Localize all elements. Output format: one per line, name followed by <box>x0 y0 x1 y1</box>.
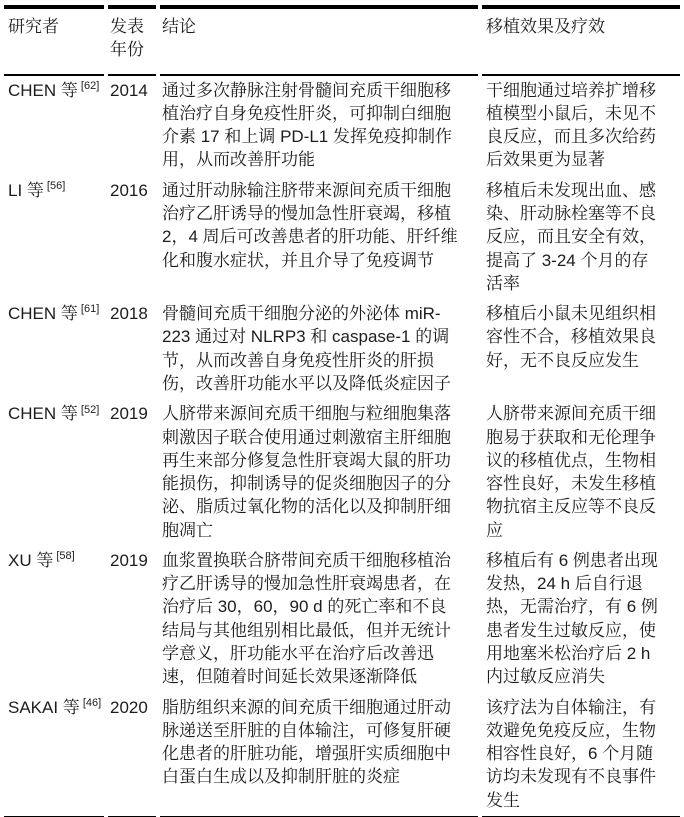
researcher-cell <box>4 176 104 299</box>
effect-cell: 移植后有 6 例患者出现发热，24 h 后自行退热，无需治疗，有 6 例患者发生过敏反应，使用地塞米松治疗后 2 h 内过敏反应消失 <box>486 550 658 687</box>
researcher-cell <box>4 693 104 817</box>
conclusion-cell: 人脐带来源间充质干细胞与粒细胞集落刺激因子联合使用通过刺激宿主肝细胞再生来部分修复急性肝衰竭大鼠的肝功能损伤，抑制诱导的促炎细胞因子的分泌、脂质过氧化物的活化以及抑制肝细胞凋亡 <box>162 404 451 540</box>
table-row <box>4 176 680 299</box>
reference-superscript: [46] <box>82 696 102 709</box>
header-researcher: 研究者 <box>4 5 104 76</box>
researcher-cell <box>4 299 104 399</box>
reference-superscript: [61] <box>80 303 100 316</box>
effect-cell: 移植后小鼠未见组织相容性不合，移植效果良好，无不良反应发生 <box>486 304 656 370</box>
table-row <box>4 399 680 546</box>
effect-cell: 移植后未发现出血、感染、肝动脉栓塞等不良反应，而且安全有效，提高了 3-24 个月的存活率 <box>486 180 656 293</box>
reference-superscript: [58] <box>56 550 75 563</box>
conclusion-cell: 通过多次静脉注射骨髓间充质干细胞移植治疗自身免疫性肝炎，可抑制白细胞介素 17 和上调 PD-L1 发挥免疫抑制作用，从而改善肝功能 <box>162 80 452 170</box>
researcher-name: CHEN 等 <box>8 304 78 324</box>
researcher-cell <box>4 399 104 546</box>
year-cell: 2014 <box>110 80 148 100</box>
researcher-cell <box>4 76 104 176</box>
researcher-name: CHEN 等 <box>8 80 78 100</box>
header-row <box>4 5 680 76</box>
table-header <box>4 5 680 76</box>
year-cell: 2019 <box>110 550 148 570</box>
year-cell: 2018 <box>110 304 148 324</box>
header-conclusion: 结论 <box>160 5 478 76</box>
researcher-name: SAKAI 等 <box>8 697 80 717</box>
year-cell: 2016 <box>110 180 148 200</box>
table-row <box>4 76 680 176</box>
reference-superscript: [56] <box>46 180 66 193</box>
conclusion-cell: 骨髓间充质干细胞分泌的外泌体 miR-223 通过对 NLRP3 和 caspase-1 的调节，从而改善自身免疫性肝炎的肝损伤，改善肝功能水平以及降低炎症因子 <box>162 304 451 393</box>
researcher-name: CHEN 等 <box>8 404 78 424</box>
reference-superscript: [52] <box>80 403 100 416</box>
conclusion-cell: 通过肝动脉输注脐带来源间充质干细胞治疗乙肝诱导的慢加急性肝衰竭，移植 2，4 周后可改善患者的肝功能、肝纤维化和腹水症状，并且介导了免疫调节 <box>162 180 458 270</box>
conclusion-cell: 血浆置换联合脐带间充质干细胞移植治疗乙肝诱导的慢加急性肝衰竭患者，在治疗后 30，60，90 d 的死亡率和不良结局与其他组别相比最低，但并无统计学意义，肝功能水平在治疗后改善迅速，但随着时间延长效果逐渐降低 <box>162 550 451 687</box>
header-year: 发表年份 <box>108 5 156 76</box>
researcher-name: XU 等 <box>8 550 54 570</box>
table-row <box>4 693 680 817</box>
researcher-name: LI 等 <box>8 180 44 200</box>
year-cell: 2019 <box>110 404 148 424</box>
header-effect: 移植效果及疗效 <box>482 5 680 76</box>
table-row <box>4 299 680 399</box>
effect-cell: 人脐带来源间充质干细胞易于获取和无伦理争议的移植优点，生物相容性良好，未发生移植物抗宿主反应等不良反应 <box>486 404 656 540</box>
year-cell: 2020 <box>108 693 156 817</box>
researcher-cell <box>4 546 104 693</box>
table-body <box>4 76 680 817</box>
effect-cell: 干细胞通过培养扩增移植模型小鼠后，未见不良反应，而且多次给药后效果更为显著 <box>486 80 656 170</box>
effect-cell: 该疗法为自体输注，有效避免免疫反应，生物相容性良好，6 个月随访均未发现有不良事件发生 <box>482 693 680 817</box>
table-row <box>4 546 680 693</box>
reference-superscript: [62] <box>80 79 100 92</box>
study-review-table <box>0 5 684 817</box>
conclusion-cell: 脂肪组织来源的间充质干细胞通过肝动脉递送至肝脏的自体输注，可修复肝硬化患者的肝脏功能，增强肝实质细胞中白蛋白生成以及抑制肝脏的炎症 <box>160 693 478 817</box>
